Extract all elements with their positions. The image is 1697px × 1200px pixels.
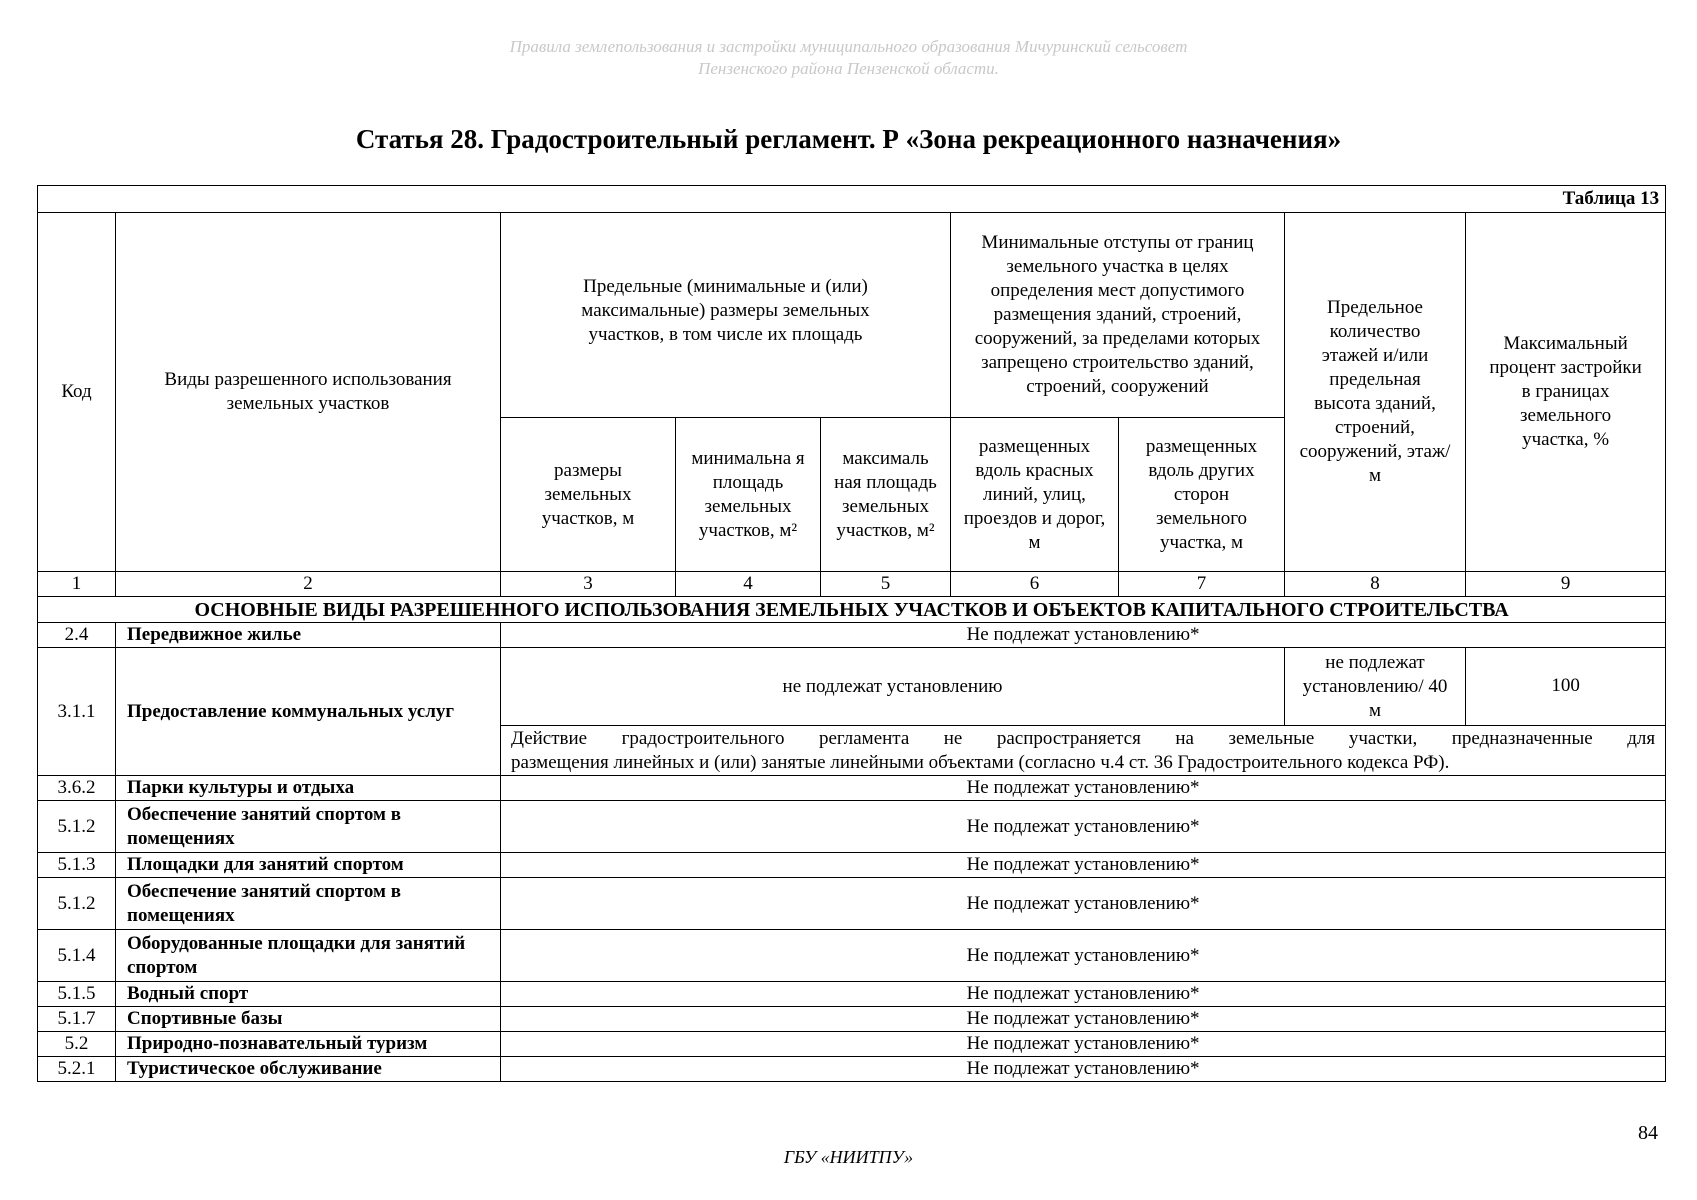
row-name: Обеспечение занятий спортом в помещениях xyxy=(116,801,501,853)
row-name: Предоставление коммунальных услуг xyxy=(116,648,501,776)
column-number: 7 xyxy=(1119,572,1285,597)
row-code: 5.1.7 xyxy=(38,1007,116,1032)
row-code: 5.1.2 xyxy=(38,801,116,853)
table-row xyxy=(38,1007,1666,1032)
header-sizes: размеры земельных участков, м xyxy=(501,418,676,572)
row-value: Не подлежат установлению* xyxy=(501,1032,1666,1057)
column-number: 2 xyxy=(116,572,501,597)
article-title: Статья 28. Градостроительный регламент. Р «Зона рекреационного назначения» xyxy=(355,124,1342,154)
row-name: Обеспечение занятий спортом в помещениях xyxy=(116,878,501,930)
header-line-1: Правила землепользования и застройки муниципального образования Мичуринский сельсовет xyxy=(509,37,1188,56)
row-limits-value: не подлежат установлению xyxy=(501,648,1285,726)
row-name: Спортивные базы xyxy=(116,1007,501,1032)
table-row xyxy=(38,982,1666,1007)
header-setbacks: Минимальные отступы от границ земельного участка в целях определения мест допустимого размещения зданий, строений, сооружений, за пределами которых запрещено строительство зданий, строений, сооружений xyxy=(951,213,1285,418)
row-value: Не подлежат установлению* xyxy=(501,1007,1666,1032)
row-value: Не подлежат установлению* xyxy=(501,930,1666,982)
table-number: Таблица 13 xyxy=(38,186,1666,213)
row-name: Оборудованные площадки для занятий спортом xyxy=(116,930,501,982)
header-min-area: минимальна я площадь земельных участков, м² xyxy=(676,418,821,572)
row-value: Не подлежат установлению* xyxy=(501,801,1666,853)
row-name: Водный спорт xyxy=(116,982,501,1007)
row-value: Не подлежат установлению* xyxy=(501,1057,1666,1082)
header-line-2: Пензенского района Пензенской области. xyxy=(698,59,999,78)
column-number: 9 xyxy=(1466,572,1666,597)
row-value: Не подлежат установлению* xyxy=(501,982,1666,1007)
page-number: 84 xyxy=(1638,1122,1658,1144)
row-code: 5.2 xyxy=(38,1032,116,1057)
row-value: Не подлежат установлению* xyxy=(501,878,1666,930)
row-name: Природно-познавательный туризм xyxy=(116,1032,501,1057)
row-value: Не подлежат установлению* xyxy=(501,623,1666,648)
header-along-other: размещенных вдоль других сторон земельного участка, м xyxy=(1119,418,1285,572)
header-max-area: максималь ная площадь земельных участков, м² xyxy=(821,418,951,572)
column-number: 4 xyxy=(676,572,821,597)
table-row xyxy=(38,878,1666,930)
row-code: 5.1.5 xyxy=(38,982,116,1007)
header-max-percent: Максимальный процент застройки в границах земельного участка, % xyxy=(1466,213,1666,572)
row-note-line-1: Действие градостроительного регламента не распространяется на земельные участки, предназначенные для xyxy=(511,727,1656,749)
table-row xyxy=(38,930,1666,982)
row-name: Парки культуры и отдыха xyxy=(116,776,501,801)
table-row-special xyxy=(38,648,1666,726)
column-number: 5 xyxy=(821,572,951,597)
table-row xyxy=(38,623,1666,648)
header-limits: Предельные (минимальные и (или) максимальные) размеры земельных участков, в том числе их площадь xyxy=(501,213,951,418)
table-row xyxy=(38,1032,1666,1057)
row-code: 3.1.1 xyxy=(38,648,116,776)
row-percent-value: 100 xyxy=(1466,648,1666,726)
table-row xyxy=(38,1057,1666,1082)
row-code: 5.1.2 xyxy=(38,878,116,930)
regulation-table xyxy=(37,185,1666,1082)
table-row xyxy=(38,853,1666,878)
row-code: 3.6.2 xyxy=(38,776,116,801)
header-along-red: размещенных вдоль красных линий, улиц, проездов и дорог, м xyxy=(951,418,1119,572)
header-kinds: Виды разрешенного использования земельных участков xyxy=(116,213,501,572)
row-name: Туристическое обслуживание xyxy=(116,1057,501,1082)
row-floors-value: не подлежат установлению/ 40 м xyxy=(1285,648,1466,726)
column-number: 3 xyxy=(501,572,676,597)
table-row xyxy=(38,776,1666,801)
column-number: 6 xyxy=(951,572,1119,597)
page-footer: ГБУ «НИИТПУ» xyxy=(783,1147,914,1167)
row-value: Не подлежат установлению* xyxy=(501,853,1666,878)
page-header xyxy=(0,36,1697,80)
header-code: Код xyxy=(38,213,116,572)
column-number: 8 xyxy=(1285,572,1466,597)
row-code: 5.2.1 xyxy=(38,1057,116,1082)
table-row xyxy=(38,801,1666,853)
row-code: 5.1.4 xyxy=(38,930,116,982)
header-floors: Предельное количество этажей и/или предельная высота зданий, строений, сооружений, этаж/м xyxy=(1285,213,1466,572)
row-note xyxy=(501,726,1666,776)
section-title: ОСНОВНЫЕ ВИДЫ РАЗРЕШЕННОГО ИСПОЛЬЗОВАНИЯ ЗЕМЕЛЬНЫХ УЧАСТКОВ И ОБЪЕКТОВ КАПИТАЛЬНОГО СТРОИТЕЛЬСТВА xyxy=(38,597,1666,623)
row-name: Площадки для занятий спортом xyxy=(116,853,501,878)
row-value: Не подлежат установлению* xyxy=(501,776,1666,801)
row-name: Передвижное жилье xyxy=(116,623,501,648)
row-code: 5.1.3 xyxy=(38,853,116,878)
row-code: 2.4 xyxy=(38,623,116,648)
column-number: 1 xyxy=(38,572,116,597)
row-note-line-2: размещения линейных и (или) занятые линейными объектами (согласно ч.4 ст. 36 Градостроительного кодекса РФ). xyxy=(511,751,1450,773)
